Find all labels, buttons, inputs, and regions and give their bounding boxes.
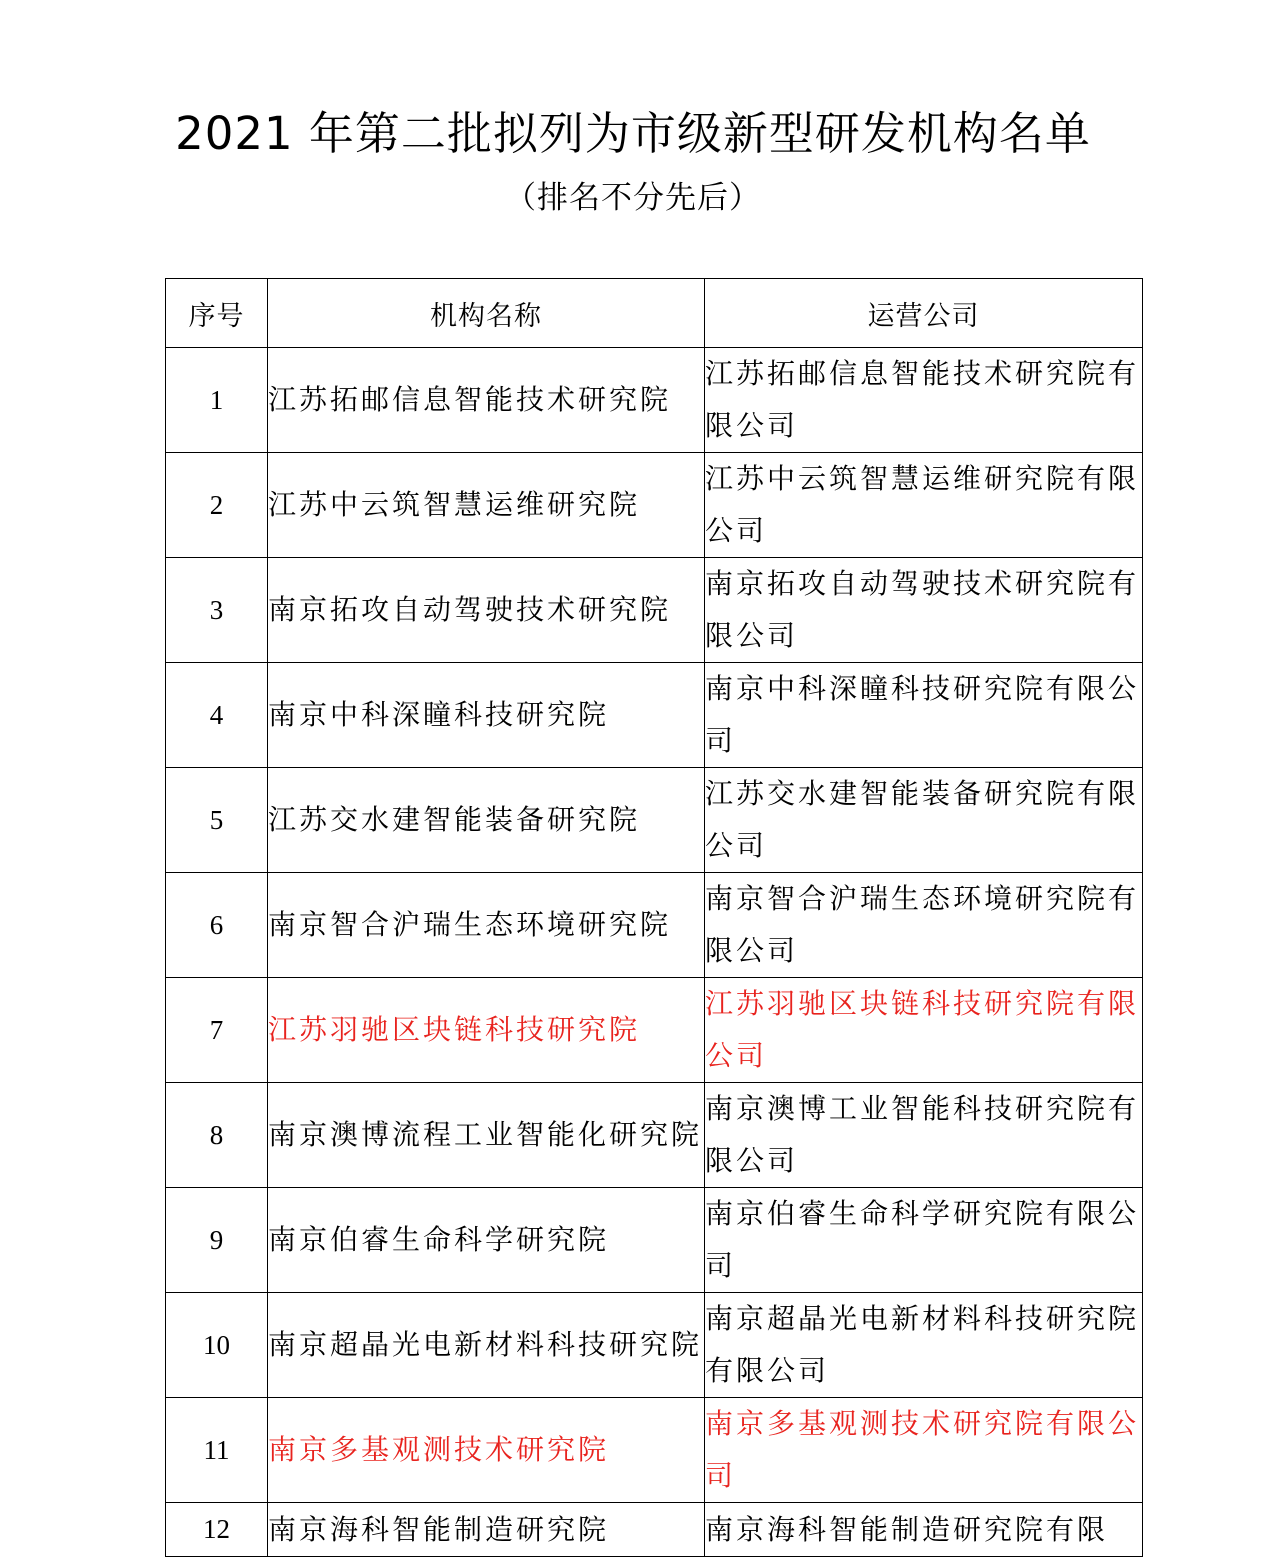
table-row (166, 873, 1143, 978)
operating-company: 江苏交水建智能装备研究院有限公司 (705, 768, 1143, 873)
institution-name: 南京智合沪瑞生态环境研究院 (268, 873, 705, 978)
row-number: 8 (166, 1083, 268, 1188)
institution-name: 南京澳博流程工业智能化研究院 (268, 1083, 705, 1188)
row-number: 6 (166, 873, 268, 978)
operating-company: 南京澳博工业智能科技研究院有限公司 (705, 1083, 1143, 1188)
institution-name: 南京超晶光电新材料科技研究院 (268, 1293, 705, 1398)
document-subtitle: （排名不分先后） (505, 180, 761, 216)
table-row (166, 453, 1143, 558)
operating-company: 南京多基观测技术研究院有限公司 (705, 1398, 1143, 1503)
institution-name: 南京海科智能制造研究院 (268, 1503, 705, 1557)
row-number: 10 (166, 1293, 268, 1398)
table-row (166, 768, 1143, 873)
operating-company: 江苏拓邮信息智能技术研究院有限公司 (705, 348, 1143, 453)
institution-name: 南京拓攻自动驾驶技术研究院 (268, 558, 705, 663)
operating-company: 南京拓攻自动驾驶技术研究院有限公司 (705, 558, 1143, 663)
table-row-highlighted (166, 1398, 1143, 1503)
institution-name: 江苏中云筑智慧运维研究院 (268, 453, 705, 558)
row-number: 7 (166, 978, 268, 1083)
row-number: 4 (166, 663, 268, 768)
row-number: 1 (166, 348, 268, 453)
operating-company: 南京智合沪瑞生态环境研究院有限公司 (705, 873, 1143, 978)
row-number: 9 (166, 1188, 268, 1293)
header-operating-company: 运营公司 (705, 279, 1143, 348)
table-row (166, 1293, 1143, 1398)
operating-company: 南京海科智能制造研究院有限 (705, 1503, 1143, 1557)
operating-company: 南京伯睿生命科学研究院有限公司 (705, 1188, 1143, 1293)
header-institution-name: 机构名称 (268, 279, 705, 348)
institution-name: 江苏羽驰区块链科技研究院 (268, 978, 705, 1083)
table-header-row (166, 279, 1143, 348)
row-number: 12 (166, 1503, 268, 1557)
table-row-highlighted (166, 978, 1143, 1083)
table-row (166, 1503, 1143, 1557)
operating-company: 南京超晶光电新材料科技研究院有限公司 (705, 1293, 1143, 1398)
operating-company: 江苏羽驰区块链科技研究院有限公司 (705, 978, 1143, 1083)
table-row (166, 558, 1143, 663)
operating-company: 南京中科深瞳科技研究院有限公司 (705, 663, 1143, 768)
institution-name: 江苏交水建智能装备研究院 (268, 768, 705, 873)
table-row (166, 1188, 1143, 1293)
row-number: 3 (166, 558, 268, 663)
row-number: 11 (166, 1398, 268, 1503)
operating-company: 江苏中云筑智慧运维研究院有限公司 (705, 453, 1143, 558)
row-number: 2 (166, 453, 268, 558)
document-title: 2021 年第二批拟列为市级新型研发机构名单 (175, 107, 1091, 160)
institution-name: 南京伯睿生命科学研究院 (268, 1188, 705, 1293)
header-serial-number: 序号 (166, 279, 268, 348)
row-number: 5 (166, 768, 268, 873)
institution-name: 南京中科深瞳科技研究院 (268, 663, 705, 768)
table-row (166, 663, 1143, 768)
institution-name: 江苏拓邮信息智能技术研究院 (268, 348, 705, 453)
table-row (166, 1083, 1143, 1188)
institution-table (165, 278, 1143, 1557)
institution-name: 南京多基观测技术研究院 (268, 1398, 705, 1503)
table-row (166, 348, 1143, 453)
